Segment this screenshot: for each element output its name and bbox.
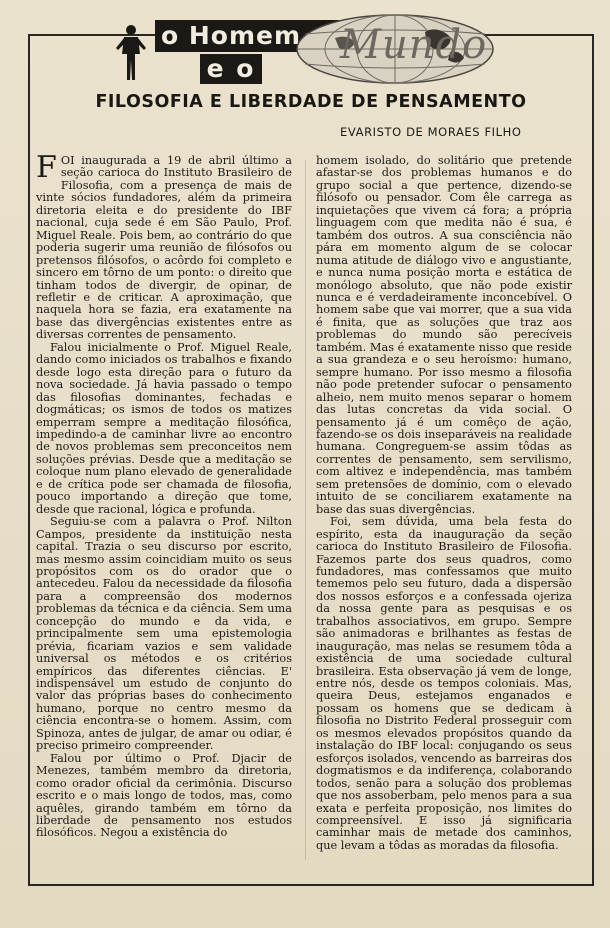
article-headline: FILOSOFIA E LIBERDADE DE PENSAMENTO (95, 92, 527, 112)
article-byline: EVARISTO DE MORAES FILHO (340, 125, 522, 139)
article-paragraph: homem isolado, do solitário que pretende afastar-se dos problemas humanos e do grupo social a que pertence, dizendo-se filósofo ou pensador. Com êle carrega as inquietações que vivem cá fora; a própria linguagem com que medita não é sua, é também dos outros. A sua consciência não pára em momento algum de se colocar numa atitude de diálogo vivo e angustiante, e nunca numa posição morta e estática de monólogo absoluto, que não pode existir nunca e é verdadeiramente inconcebível. O homem sabe que vai morrer, que a sua vida é finita, que as soluções que traz aos problemas do mundo são perecíveis também. Mas é exatamente nisso que reside a sua grandeza e o seu heroísmo: humano, sempre humano. Por isso mesmo a filosofia não pode pretender sufocar o pensamento alheio, nem muito menos separar o homem das lutas concretas da vida social. O pensamento já é um comêço de ação, fazendo-se os dois inseparáveis na realidade humana. Congreguem-se assim tôdas as correntes de pensamento, sem servilismo, com altivez e independência, mas também sem pretensões de domínio, com o elevado intuito de se conciliarem exatamente na base das suas divergências. (316, 154, 572, 516)
article-paragraph: Falou inicialmente o Prof. Miguel Reale, dando como iniciados os trabalhos e fixando desde logo esta direção para o futuro da nova sociedade. Já havia passado o tempo das filosofias dominantes, fechadas e dogmáticas; os ismos de todos os matizes emperram sempre a meditação filosófica, impedindo-a de caminhar livre ao encontro de novos problemas sem preconceitos nem soluções prévias. Desde que a meditação se coloque num plano elevado de generalidade e de crítica pode ser chamada de filosofia, pouco importando a direção que tome, desde que racional, lógica e profunda. (36, 340, 292, 516)
article-paragraph: Foi, sem dúvida, uma bela festa do espírito, esta da inauguração da seção carioca do Instituto Brasileiro de Filosofia. Fazemos parte dos seus quadros, como fundadores, mas confessamos que muito tememos pelo seu futuro, dada a dispersão dos nossos esforços e a confessada ojeriza da nossa gente para as pesquisas e os trabalhos associativos, em grupo. Sempre são animadoras e brilhantes as festas de inauguração, mas nelas se resumem tôda a existência de uma sociedade cultural brasileira. Esta observação já vem de longe, entre nós, desde os tempos coloniais. Mas, queira Deus, estejamos enganados e possam os homens que se dedicam à filosofia no Distrito Federal prosseguir com os mesmos elevados propósitos quando da instalação do IBF local: conjugando os seus esforços isolados, vencendo as barreiras dos dogmatismos e da indiferença, colaborando todos, senão para a solução dos problemas que nos assoberbam, pelo menos para a sua exata e perfeita proposição, nos limites do compreensível. E isso já significaria caminhar mais de metade dos caminhos, que levam a tôdas as moradas da filosofia. (316, 515, 572, 852)
column-banner (115, 12, 495, 84)
article-column-right (316, 155, 572, 852)
column-divider (305, 160, 306, 860)
banner-script-word: Mundo (340, 22, 488, 68)
article-column-left (36, 150, 292, 840)
article-paragraph (36, 150, 292, 342)
banner-title-line2: e o (200, 54, 262, 84)
paragraph-text: OI inaugurada a 19 de abril último a seção carioca do Instituto Brasileiro de Filosofia, com a presença de mais de vinte sócios fundadores, além da primeira diretoria eleita e do presidente do IBF nacional, cuja sede é em São Paulo, Prof. Miguel Reale. Pois bem, ao contrário do que poderia sugerir uma reunião de filósofos ou pretensos filósofos, o acôrdo foi completo e sincero em tôrno de um ponto: o direito que tinham todos de divergir, de opinar, de refletir e de criticar. A aproximação, que naquela hora se fazia, era exatamente na base das divergências existentes entre as diversas correntes de pensamento. (36, 154, 292, 342)
article-paragraph: Seguiu-se com a palavra o Prof. Nilton Campos, presidente da instituição nesta capital. Trazia o seu discurso por escrito, mas mesmo assim coincidiam muito os seus propósitos com os do orador que o antecedeu. Falou da necessidade da filosofia para a compreensão dos modernos problemas da técnica e da ciência. Sem uma concepção do mundo e da vida, e principalmente sem uma epistemologia prévia, ficariam vazios e sem validade universal os métodos e os critérios empíricos das diferentes ciências. E' indispensável um estudo de conjunto do valor das próprias bases do conhecimento humano, porque no centro mesmo da ciência encontra-se o homem. Assim, com Spinoza, antes de julgar, de amar ou odiar, é preciso primeiro compreender. (36, 515, 292, 753)
frame-rule-bottom (28, 884, 594, 886)
drop-cap: F (36, 150, 57, 185)
article-paragraph: Falou por último o Prof. Djacir de Menezes, também membro da diretoria, como orador oficial da cerimônia. Discurso escrito e o mais longo de todos, mas, como aquêles, girando também em tôrno da liberdade de pensamento nos estudos filosóficos. Negou a existência do (36, 751, 292, 840)
frame-rule-left (28, 34, 30, 886)
frame-rule-right (592, 34, 594, 886)
banner-title-line1: o Homem (155, 20, 339, 52)
man-figure-icon (115, 24, 147, 82)
